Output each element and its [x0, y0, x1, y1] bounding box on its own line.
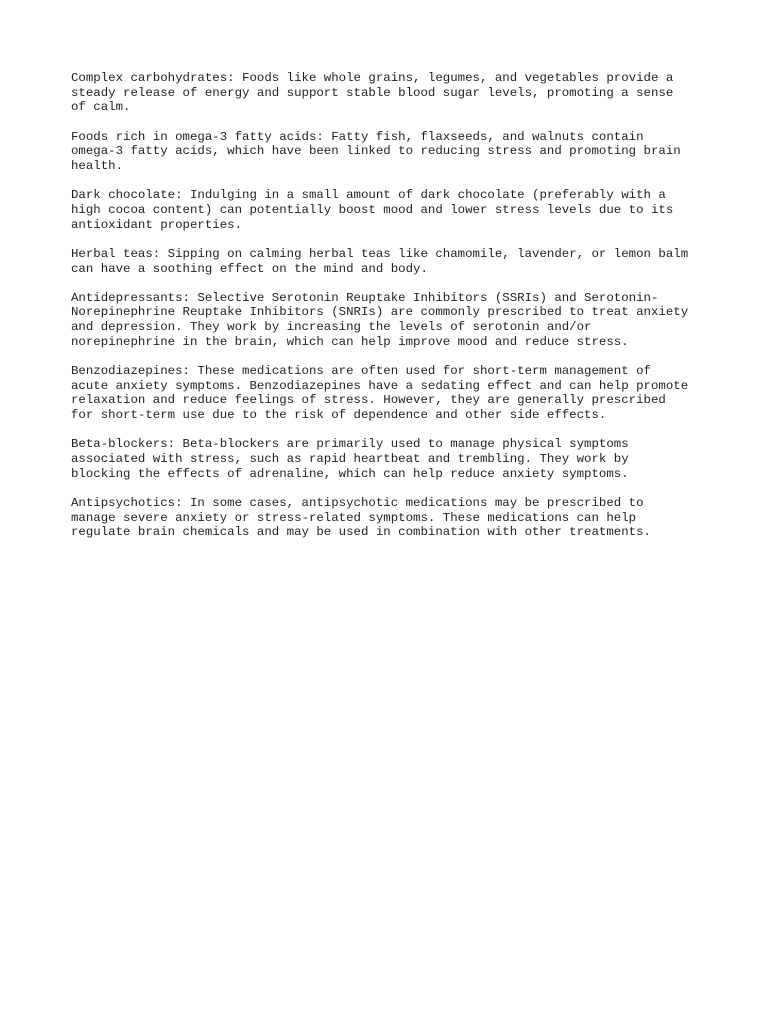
- paragraph-omega-3: Foods rich in omega-3 fatty acids: Fatty fish, flaxseeds, and walnuts contain omega-3 fatty acids, which have been linked to reducing stress and promoting brain health.: [71, 129, 681, 174]
- paragraph-antipsychotics: Antipsychotics: In some cases, antipsychotic medications may be prescribed to manage severe anxiety or stress-related symptoms. These medications can help regulate brain chemicals and may be used in combination with other treatments.: [71, 495, 651, 540]
- paragraph-benzodiazepines: Benzodiazepines: These medications are often used for short-term management of acute anxiety symptoms. Benzodiazepines have a sedating effect and can help promote relaxation and reduce feelings of stress. However, they are generally prescribed for short-term use due to the risk of dependence and other side effects.: [71, 364, 689, 423]
- paragraph-dark-chocolate: Dark chocolate: Indulging in a small amount of dark chocolate (preferably with a high cocoa content) can potentially boost mood and lower stress levels due to its antioxidant properties.: [71, 188, 674, 232]
- paragraph-complex-carbohydrates: Complex carbohydrates: Foods like whole grains, legumes, and vegetables provide a steady release of energy and support stable blood sugar levels, promoting a sense of calm.: [71, 71, 674, 115]
- paragraph-herbal-teas: Herbal teas: Sipping on calming herbal teas like chamomile, lavender, or lemon balm can have a soothing effect on the mind and body.: [71, 246, 689, 276]
- paragraph-antidepressants: Antidepressants: Selective Serotonin Reuptake Inhibitors (SSRIs) and Serotonin- Norepinephrine Reuptake Inhibitors (SNRIs) are commonly prescribed to treat anxiety and depression. They work by increasing the levels of serotonin and/or norepinephrine in the brain, which can help improve mood and reduce stress.: [71, 290, 689, 349]
- paragraph-beta-blockers: Beta-blockers: Beta-blockers are primarily used to manage physical symptoms associated with stress, such as rapid heartbeat and trembling. They work by blocking the effects of adrenaline, which can help reduce anxiety symptoms.: [71, 437, 629, 481]
- document-body: [71, 71, 701, 555]
